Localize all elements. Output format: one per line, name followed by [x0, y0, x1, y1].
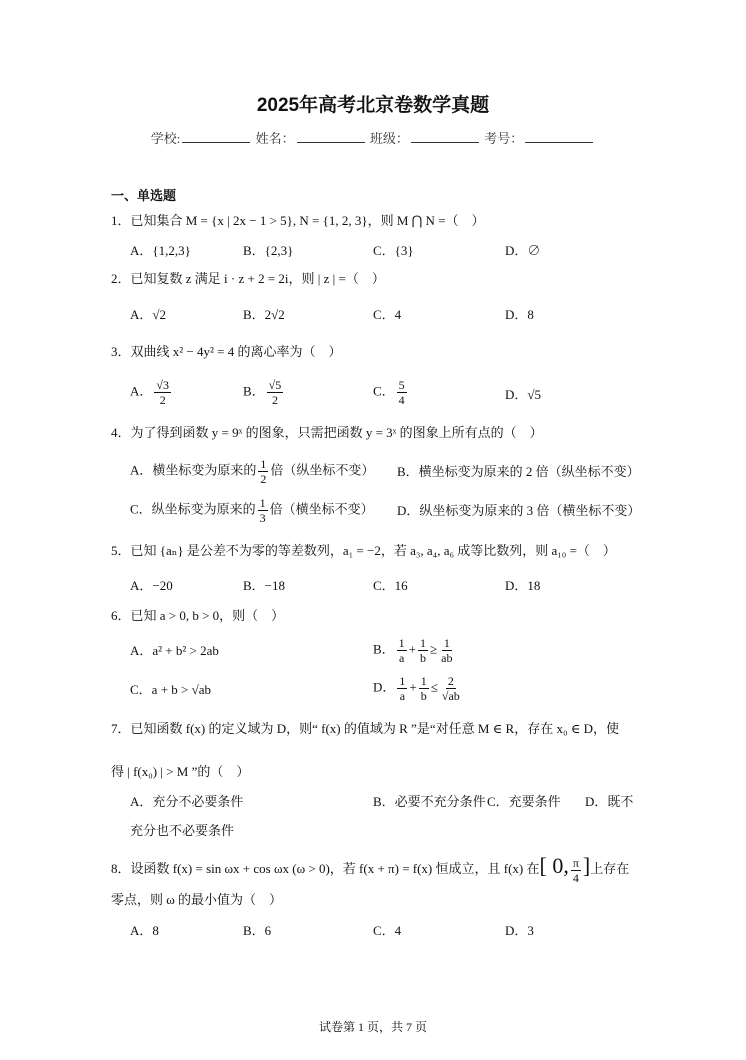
- denominator: 3: [259, 511, 266, 525]
- q5-option-c: C．16: [373, 578, 408, 593]
- option-label: B．: [373, 641, 395, 657]
- q7-option-d: D．既不: [585, 794, 634, 809]
- denominator: b: [420, 651, 427, 665]
- option-label: D．: [373, 679, 396, 695]
- interval-bracket-right: ]: [582, 853, 591, 878]
- fraction: [267, 378, 284, 407]
- denominator: 4: [398, 393, 405, 407]
- fraction: [258, 496, 268, 525]
- option-text: 倍（横坐标不变）: [269, 501, 374, 517]
- question-1-stem: 1．已知集合 M = {x | 2x − 1 > 5}, N = {1, 2, 3}，则 M ⋂ N =（ ）: [111, 213, 485, 228]
- q6-option-d: D． $\frac{1}{a}$ + $\frac{1}{b}$ ≤ $\frac{2}{√ab}$: [373, 674, 460, 703]
- question-2-stem: 2．已知复数 z 满足 i · z + 2 = 2i，则 | z | =（ ）: [111, 271, 385, 286]
- page-footer: 试卷第 1 页，共 7 页: [318, 1020, 427, 1034]
- q8-option-c: C．4: [373, 923, 402, 938]
- fraction: [154, 378, 171, 407]
- option-label: C．: [373, 383, 395, 399]
- number-blank[interactable]: [525, 130, 593, 143]
- q6-option-a: A．a² + b² > 2ab: [130, 643, 219, 658]
- numerator: π: [572, 855, 579, 870]
- class-blank[interactable]: [411, 130, 479, 143]
- fraction: [258, 457, 268, 486]
- q3-option-b: [243, 378, 285, 407]
- q7-option-d-cont: 充分也不必要条件: [130, 823, 235, 838]
- fraction: [439, 636, 454, 665]
- q3-option-a: [130, 378, 173, 407]
- operator: ≥: [430, 641, 438, 657]
- q8-option-b: B．6: [243, 923, 272, 938]
- school-label: 学校:: [150, 131, 181, 146]
- class-label: 班级：: [369, 131, 409, 146]
- q2-option-a: A．√2: [130, 307, 167, 322]
- fraction: [571, 856, 581, 885]
- q2-option-b: B．2√2: [243, 307, 285, 322]
- numerator: √3: [156, 378, 169, 392]
- q2-option-d: D．8: [505, 307, 534, 322]
- q4-option-c: [130, 496, 374, 525]
- school-blank[interactable]: [182, 130, 250, 143]
- option-label: A．: [130, 383, 153, 399]
- question-7-stem-cont: 得 | f(x₀) | > M ”的（ ）: [111, 764, 250, 779]
- denominator: a: [399, 689, 406, 703]
- name-blank[interactable]: [297, 130, 365, 143]
- student-info-form: [0, 130, 746, 148]
- denominator: b: [420, 689, 427, 703]
- denominator: 2: [271, 393, 278, 407]
- numerator: 2: [447, 674, 454, 688]
- denominator: 4: [572, 870, 579, 885]
- fraction: [440, 674, 462, 703]
- question-6-stem: 6．已知 a > 0, b > 0，则（ ）: [111, 608, 285, 623]
- question-8-stem: [111, 851, 629, 885]
- q8-option-a: A．8: [130, 923, 159, 938]
- numerator: 1: [420, 636, 427, 650]
- numerator: 1: [259, 496, 266, 510]
- numerator: √5: [268, 378, 282, 392]
- q7-option-a: A．充分不必要条件: [130, 794, 244, 809]
- q1-option-b: B．{2,3}: [243, 243, 294, 258]
- number-label: 考号：: [484, 131, 524, 146]
- numerator: 1: [399, 674, 406, 688]
- option-text: 倍（纵坐标不变）: [270, 462, 375, 478]
- numerator: 1: [260, 457, 267, 471]
- option-label: B．: [243, 383, 265, 399]
- denominator: 2: [159, 393, 166, 407]
- fraction: [418, 636, 428, 665]
- operator: ≤: [430, 679, 438, 695]
- stem-text: 8．设函数 f(x) = sin ωx + cos ωx (ω > 0)，若 f(x + π) = f(x) 恒成立，且 f(x) 在: [111, 861, 540, 876]
- denominator: ab: [441, 651, 453, 665]
- q3-option-d: D．√5: [505, 387, 542, 402]
- fraction: [397, 636, 407, 665]
- q4-option-d: D．纵坐标变为原来的 3 倍（横坐标不变）: [397, 503, 641, 518]
- fraction: [419, 674, 429, 703]
- question-7-stem: 7．已知函数 f(x) 的定义域为 D，则“ f(x) 的值域为 R ”是“对任意 M ∈ R，存在 x₀ ∈ D，使: [111, 721, 619, 736]
- q8-option-d: D．3: [505, 923, 534, 938]
- denominator: 2: [260, 472, 267, 486]
- question-4-stem: 4．为了得到函数 y = 9ˣ 的图象，只需把函数 y = 3ˣ 的图象上所有点的（ ）: [111, 425, 543, 440]
- question-5-stem: 5．已知 {aₙ} 是公差不为零的等差数列，a₁ = −2，若 a₃, a₄, a₆ 成等比数列，则 a₁₀ =（ ）: [111, 543, 616, 558]
- q7-option-c: C．充要条件: [487, 794, 561, 809]
- fraction: [397, 674, 407, 703]
- page-title: 2025年高考北京卷数学真题: [256, 95, 490, 116]
- q7-option-b: B．必要不充分条件: [373, 794, 486, 809]
- q1-option-d: D．∅: [505, 243, 541, 258]
- q5-option-a: A．−20: [130, 578, 173, 593]
- q2-option-c: C．4: [373, 307, 402, 322]
- fraction: [397, 378, 407, 407]
- interval-bracket-left: [ 0,: [539, 853, 569, 878]
- numerator: 1: [420, 674, 427, 688]
- numerator: 5: [398, 378, 405, 392]
- question-8-stem-cont: 零点，则 ω 的最小值为（ ）: [111, 892, 283, 907]
- q6-option-c: C．a + b > √ab: [130, 682, 212, 697]
- q1-option-c: C．{3}: [373, 243, 414, 258]
- q5-option-b: B．−18: [243, 578, 286, 593]
- name-label: 姓名：: [255, 131, 295, 146]
- q1-option-a: A．{1,2,3}: [130, 243, 191, 258]
- stem-text: 上存在: [590, 861, 630, 876]
- q3-option-c: [373, 378, 409, 407]
- option-text: C．纵坐标变为原来的: [130, 501, 256, 517]
- q4-option-b: B．横坐标变为原来的 2 倍（纵坐标不变）: [397, 464, 640, 479]
- q6-option-b: B． $\frac{1}{a}$ + $\frac{1}{b}$ ≥ $\frac{1}{ab}$: [373, 636, 453, 665]
- denominator: a: [399, 651, 405, 665]
- numerator: 1: [398, 636, 405, 650]
- denominator: √ab: [441, 689, 460, 703]
- section-heading: 一、单选题: [111, 188, 177, 203]
- q5-option-d: D．18: [505, 578, 541, 593]
- option-text: A．横坐标变为原来的: [130, 462, 257, 478]
- question-3-stem: 3．双曲线 x² − 4y² = 4 的离心率为（ ）: [111, 344, 342, 359]
- numerator: 1: [443, 636, 450, 650]
- q4-option-a: [130, 457, 374, 486]
